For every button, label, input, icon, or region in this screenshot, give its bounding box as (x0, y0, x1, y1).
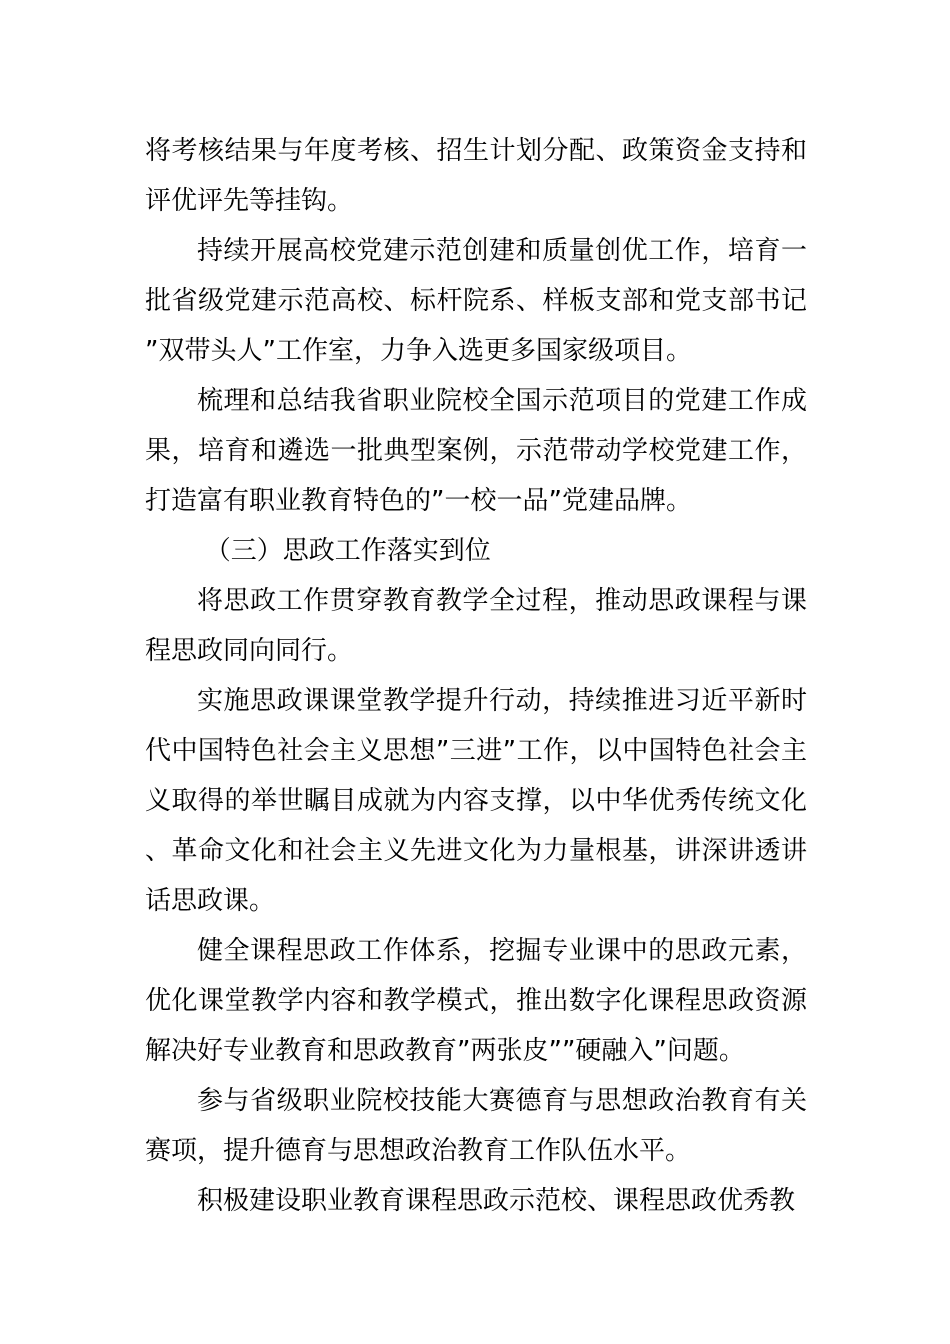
paragraph-party-building-demonstration: 持续开展高校党建示范创建和质量创优工作，培育一批省级党建示范高校、标杆院系、样板支部和党支部书记”双带头人”工作室，力争入选更多国家级项目。 (145, 236, 807, 366)
paragraph-ideological-throughout: 将思政工作贯穿教育教学全过程，推动思政课程与课程思政同向同行。 (145, 586, 807, 666)
paragraph-demonstration-schools: 积极建设职业教育课程思政示范校、课程思政优秀教 (197, 1186, 796, 1216)
paragraph-party-building-brand: 梳理和总结我省职业院校全国示范项目的党建工作成果，培育和遴选一批典型案例，示范带动学校党建工作，打造富有职业教育特色的”一校一品”党建品牌。 (145, 386, 807, 516)
paragraph-skills-competition: 参与省级职业院校技能大赛德育与思想政治教育有关赛项，提升德育与思想政治教育工作队伍水平。 (145, 1086, 807, 1166)
document-body (145, 126, 807, 1226)
section-heading: （三）思政工作落实到位 (204, 536, 491, 566)
paragraph-assessment-linkage: 将考核结果与年度考核、招生计划分配、政策资金支持和评优评先等挂钩。 (145, 136, 807, 216)
paragraph-classroom-teaching: 实施思政课课堂教学提升行动，持续推进习近平新时代中国特色社会主义思想”三进”工作，以中国特色社会主义取得的举世瞩目成就为内容支撑，以中华优秀传统文化、革命文化和社会主义先进文化为力量根基，讲深讲透讲话思政课。 (145, 686, 807, 916)
paragraph-curriculum-system: 健全课程思政工作体系，挖掘专业课中的思政元素，优化课堂教学内容和教学模式，推出数字化课程思政资源解决好专业教育和思政教育”两张皮””硬融入”问题。 (145, 936, 807, 1066)
